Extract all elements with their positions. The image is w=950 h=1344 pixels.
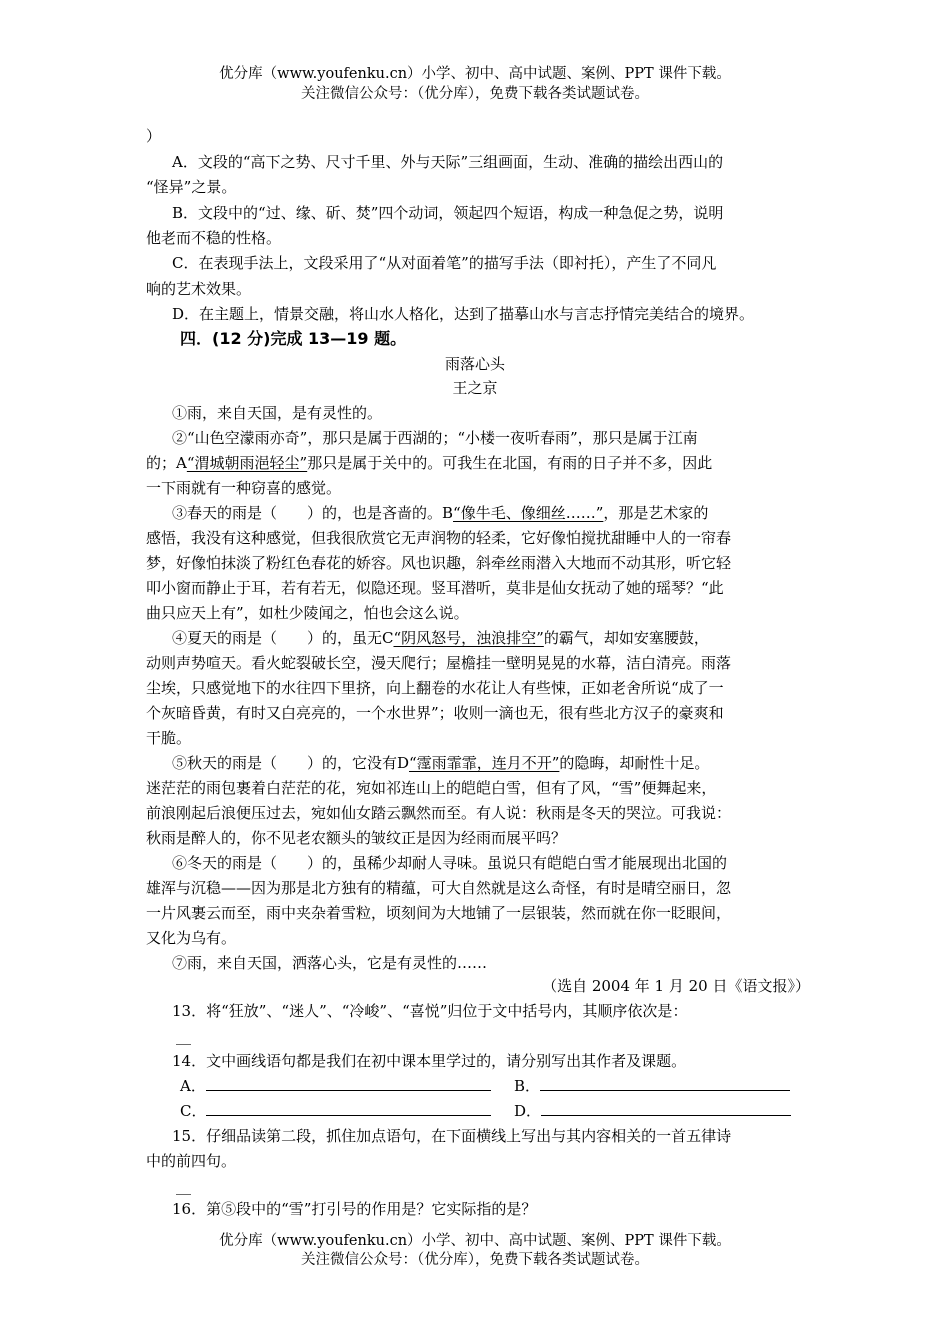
paragraph-3-line-4: 叩小窗而静止于耳，若有若无，似隐还现。竖耳潜听，莫非是仙女抚动了她的瑶琴？“此 (146, 579, 724, 597)
option-b-line-2: 他老而不稳的性格。 (146, 229, 282, 247)
answer-blank-c[interactable] (206, 1102, 491, 1116)
answer-blank-b[interactable] (540, 1077, 790, 1091)
paragraph-2-line-3: 一下雨就有一种窃喜的感觉。 (146, 479, 342, 497)
paragraph-3-line-2: 感悟，我没有这种感觉，但我很欣赏它无声润物的轻柔，它好像怕搅扰甜睡中人的一帘春 (146, 529, 732, 547)
paragraph-6-line-1: ⑥冬天的雨是（ ）的，虽稀少却耐人寻味。虽说只有皑皑白雪才能展现出北国的 (172, 854, 728, 872)
option-c-line-1: C．在表现手法上，文段采用了“从对面着笔”的描写手法（即衬托），产生了不同凡 (172, 254, 717, 272)
footer-line-1: 优分库（www.youfenku.cn）小学、初中、高中试题、案例、PPT 课件下载。 (219, 1233, 731, 1249)
paragraph-3-line-1: ③春天的雨是（ ）的，也是吝啬的。B“像牛毛、像细丝……”，那是艺术家的 (172, 504, 709, 522)
paragraph-5-line-3: 前浪刚起后浪便压过去，宛如仙女踏云飘然而至。有人说：秋雨是冬天的哭泣。可我说： (146, 804, 732, 822)
answer-blank-a[interactable] (206, 1077, 491, 1091)
paragraph-6-line-4: 又化为乌有。 (146, 929, 237, 947)
paragraph-6-line-2: 雄浑与沉稳——因为那是北方独有的精蕴，可大自然就是这么奇怪，有时是晴空丽日，忽 (146, 879, 732, 897)
paragraph-2-line-1: ②“山色空濛雨亦奇”，那只是属于西湖的；“小楼一夜听春雨”，那只是属于江南 (172, 429, 698, 447)
header-line-1: 优分库（www.youfenku.cn）小学、初中、高中试题、案例、PPT 课件下载。 (219, 66, 731, 82)
question-14-label-a: A． (180, 1077, 206, 1095)
question-15-line-1: 15．仔细品读第二段，抓住加点语句，在下面横线上写出与其内容相关的一首五律诗 (172, 1127, 732, 1145)
paragraph-2-line-2: 的；A“渭城朝雨浥轻尘”那只是属于关中的。可我生在北国，有雨的日子并不多，因此 (146, 454, 713, 472)
paragraph-3-line-5: 曲只应天上有”，如杜少陵闻之，怕也会这么说。 (146, 604, 469, 622)
paragraph-4-line-5: 干脆。 (146, 729, 192, 747)
paragraph-5-line-4: 秋雨是醉人的，你不见老农额头的皱纹正是因为经雨而展平吗？ (146, 829, 567, 847)
paragraph-5-line-2: 迷茫茫的雨包裹着白茫茫的花，宛如祁连山上的皑皑白雪，但有了风，“雪”便舞起来， (146, 779, 717, 797)
question-14-row-2-right (514, 1101, 804, 1121)
option-b-line-1: B．文段中的“过、缘、斫、焚”四个动词，领起四个短语，构成一种急促之势，说明 (172, 204, 724, 222)
paragraph-6-line-3: 一片风裹云而至，雨中夹杂着雪粒，顷刻间为大地铺了一层银装，然而就在你一眨眼间， (146, 904, 732, 922)
paragraph-4-line-3: 尘埃，只感觉地下的水往四下里挤，向上翻卷的水花让人有些悚，正如老舍所说“成了一 (146, 679, 724, 697)
header-line-2: 关注微信公众号：（优分库），免费下载各类试题试卷。 (301, 86, 649, 102)
paragraph-4-line-4: 个灰暗昏黄，有时又白亮亮的，一个水世界”；收则一滴也无，很有些北方汉子的豪爽和 (146, 704, 724, 722)
question-16: 16．第⑤段中的“雪”打引号的作用是？它实际指的是？ (172, 1200, 537, 1218)
question-14-row-1-right (514, 1076, 804, 1096)
paragraph-3-line-3: 梦，好像怕抹淡了粉红色春花的娇容。风也识趣，斜牵丝雨潜入大地而不动其形，听它轻 (146, 554, 732, 572)
question-15-line-2: 中的前四句。 (146, 1152, 237, 1170)
article-source: （选自 2004 年 1 月 20 日《语文报》） (542, 977, 810, 995)
answer-blank-d[interactable] (541, 1102, 791, 1116)
paragraph-7: ⑦雨，来自天国，洒落心头，它是有灵性的…… (172, 954, 488, 972)
underline-c: “阴风怒号，浊浪排空” (393, 629, 544, 647)
paragraph-5-line-1: ⑤秋天的雨是（ ）的，它没有D“霪雨霏霏，连月不开”的隐晦，却耐性十足。 (172, 754, 710, 772)
article-author: 王之京 (452, 379, 498, 397)
paragraph-1: ①雨，来自天国，是有灵性的。 (172, 404, 383, 422)
question-13: 13．将“狂放”、“迷人”、“冷峻”、“喜悦”归位于文中括号内，其顺序依次是： (172, 1002, 688, 1020)
option-c-line-2: 响的艺术效果。 (146, 280, 252, 298)
footer-line-2: 关注微信公众号：（优分库），免费下载各类试题试卷。 (301, 1252, 649, 1268)
section-title: 四．(12 分)完成 13—19 题。 (180, 329, 407, 348)
paragraph-4-line-1: ④夏天的雨是（ ）的，虽无C“阴风怒号，浊浪排空”的霸气，却如安塞腰鼓， (172, 629, 709, 647)
question-13-blank[interactable]: __ (176, 1027, 191, 1045)
underline-d: “霪雨霏霏，连月不开” (409, 754, 560, 772)
underline-a: “渭城朝雨浥轻尘” (186, 454, 308, 472)
question-14-label-b: B． (514, 1077, 541, 1095)
question-14-label-c: C． (180, 1102, 207, 1120)
underline-b: “像牛毛、像细丝……” (453, 504, 604, 522)
continued-paren: ） (146, 127, 162, 145)
option-a-line-2: “怪异”之景。 (146, 178, 237, 196)
option-d-line-1: D．在主题上，情景交融，将山水人格化，达到了描摹山水与言志抒情完美结合的境界。 (172, 305, 755, 323)
paragraph-4-line-2: 动则声势喧天。看火蛇裂破长空，漫天爬行；屋檐挂一壁明晃晃的水幕，洁白清亮。雨落 (146, 654, 732, 672)
question-14: 14．文中画线语句都是我们在初中课本里学过的，请分别写出其作者及课题。 (172, 1052, 687, 1070)
question-15-blank[interactable]: __ (176, 1177, 191, 1195)
option-a-line-1: A．文段的“高下之势、尺寸千里、外与天际”三组画面，生动、准确的描绘出西山的 (172, 153, 724, 171)
question-14-label-d: D． (514, 1102, 542, 1120)
article-title: 雨落心头 (444, 355, 505, 373)
